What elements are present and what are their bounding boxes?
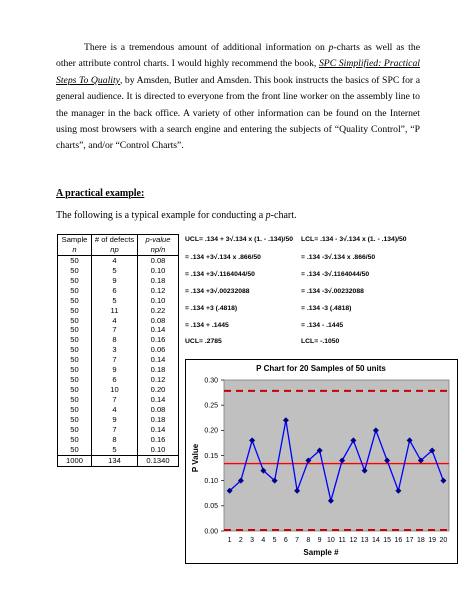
x-tick-label: 18 xyxy=(416,537,425,544)
p-italic: p xyxy=(328,42,334,53)
table-row-cell: 0.22 xyxy=(138,306,179,316)
table-row-cell: 50 xyxy=(58,395,92,405)
x-axis-label: Sample # xyxy=(303,548,339,557)
lcl-formula-line: LCL= -.1050 xyxy=(301,338,340,345)
table-row-cell: 50 xyxy=(58,435,92,445)
x-tick-label: 19 xyxy=(428,537,437,544)
table-total-row-cell: 0.1340 xyxy=(138,455,179,466)
intro-after: -chart. xyxy=(270,210,297,221)
table-row-cell: 0.12 xyxy=(138,286,179,296)
table-row-cell: 7 xyxy=(92,325,138,335)
table-row xyxy=(58,335,179,345)
table-row-cell: 50 xyxy=(58,355,92,365)
x-tick-label: 13 xyxy=(360,537,369,544)
y-tick-label: 0.20 xyxy=(204,427,218,435)
table-row-cell: 8 xyxy=(92,335,138,345)
table-row-cell: 0.20 xyxy=(138,385,179,395)
x-tick-label: 11 xyxy=(338,537,346,544)
table-row-cell: 50 xyxy=(58,335,92,345)
p-chart xyxy=(185,359,458,564)
x-tick-label: 10 xyxy=(326,537,335,544)
table-row-cell: 50 xyxy=(58,255,92,265)
y-axis-label: P Value xyxy=(191,443,200,473)
table-row-cell: 5 xyxy=(92,445,138,455)
table-subheader-row-cell: np xyxy=(92,245,138,255)
ucl-formula-line: = .134 +3√.134 x .866/50 xyxy=(185,254,261,261)
table-row-cell: 7 xyxy=(92,425,138,435)
lcl-formula-line: = .134 -3√.134 x .866/50 xyxy=(301,254,376,261)
table-row-cell: 11 xyxy=(92,306,138,316)
y-tick-label: 0.30 xyxy=(204,377,218,385)
table-row xyxy=(58,365,179,375)
y-tick-label: 0.15 xyxy=(204,452,218,460)
table-row xyxy=(58,355,179,365)
table-row xyxy=(58,385,179,395)
table-row-cell: 0.08 xyxy=(138,405,179,415)
ucl-formula-line: = .134 +3 (.4818) xyxy=(185,305,238,312)
table-row-cell: 10 xyxy=(92,385,138,395)
x-tick-label: 8 xyxy=(306,537,311,544)
table-row xyxy=(58,445,179,455)
table-row-cell: 50 xyxy=(58,276,92,286)
x-tick-label: 3 xyxy=(250,537,255,544)
table-row-cell: 5 xyxy=(92,266,138,276)
table-row-cell: 50 xyxy=(58,345,92,355)
table-row-cell: 0.14 xyxy=(138,425,179,435)
section-heading: A practical example: xyxy=(56,188,145,199)
table-row-cell: 4 xyxy=(92,255,138,265)
x-tick-label: 14 xyxy=(371,537,380,544)
table-row-cell: 8 xyxy=(92,435,138,445)
chart-title: P Chart for 20 Samples of 50 units xyxy=(256,364,386,373)
table-row xyxy=(58,375,179,385)
table-total-row xyxy=(58,455,179,466)
table-row-cell: 3 xyxy=(92,345,138,355)
table-row xyxy=(58,266,179,276)
y-tick-label: 0.25 xyxy=(204,402,218,410)
table-row xyxy=(58,325,179,335)
table-row-cell: 0.14 xyxy=(138,325,179,335)
y-tick-label: 0.10 xyxy=(204,478,218,486)
x-tick-label: 9 xyxy=(317,537,322,544)
table-row-cell: 0.14 xyxy=(138,355,179,365)
table-row-cell: 0.10 xyxy=(138,266,179,276)
table-row-cell: 0.18 xyxy=(138,365,179,375)
table-row-cell: 6 xyxy=(92,375,138,385)
lcl-formula-line: = .134 -3√.00232088 xyxy=(301,288,364,295)
table-row xyxy=(58,316,179,326)
table-row xyxy=(58,435,179,445)
table-row xyxy=(58,286,179,296)
x-tick-label: 5 xyxy=(272,537,277,544)
table-row xyxy=(58,306,179,316)
p-chart-svg xyxy=(186,360,457,563)
table-row xyxy=(58,345,179,355)
table-row-cell: 50 xyxy=(58,445,92,455)
table-row-cell: 0.14 xyxy=(138,395,179,405)
table-header-row xyxy=(58,235,179,245)
book-title: SPC Simplified: Practical Steps To Quality xyxy=(56,58,420,86)
table-row-cell: 7 xyxy=(92,355,138,365)
table-subheader-row-cell: np/n xyxy=(138,245,179,255)
table-row-cell: 50 xyxy=(58,415,92,425)
intro-italic: p xyxy=(265,210,271,221)
table-row xyxy=(58,415,179,425)
table-row xyxy=(58,296,179,306)
table-row xyxy=(58,425,179,435)
table-row-cell: 0.10 xyxy=(138,445,179,455)
lcl-formula-line: = .134 - .1445 xyxy=(301,322,344,329)
table-row-cell: 0.10 xyxy=(138,296,179,306)
table-row-cell: 50 xyxy=(58,325,92,335)
x-tick-label: 15 xyxy=(383,537,392,544)
table-row-cell: 0.08 xyxy=(138,316,179,326)
table-row-cell: 5 xyxy=(92,296,138,306)
table-row-cell: 0.12 xyxy=(138,375,179,385)
table-row-cell: 50 xyxy=(58,286,92,296)
lcl-formula-line: = .134 -3√.1164044/50 xyxy=(301,271,370,278)
x-tick-label: 2 xyxy=(238,537,243,544)
table-total-row-cell: 1000 xyxy=(58,455,92,466)
table-row-cell: 50 xyxy=(58,365,92,375)
table-row-cell: 4 xyxy=(92,316,138,326)
ucl-formula-line: = .134 +3√.00232088 xyxy=(185,288,250,295)
table-row-cell: 50 xyxy=(58,425,92,435)
intro-before: The following is a typical example for conducting a xyxy=(56,210,264,221)
table-row xyxy=(58,276,179,286)
table-row-cell: 6 xyxy=(92,286,138,296)
y-tick-label: 0.05 xyxy=(204,503,218,511)
x-tick-label: 7 xyxy=(295,537,300,544)
table-row xyxy=(58,395,179,405)
table-subheader-row xyxy=(58,245,179,255)
ucl-formula-line: = .134 + .1445 xyxy=(185,322,229,329)
table-row-cell: 9 xyxy=(92,276,138,286)
table-row-cell: 50 xyxy=(58,385,92,395)
x-tick-label: 17 xyxy=(405,537,414,544)
table-total-row-cell: 134 xyxy=(92,455,138,466)
table-row-cell: 50 xyxy=(58,296,92,306)
ucl-formula-line: UCL= .134 + 3√.134 x (1. - .134)/50 xyxy=(185,236,294,243)
table-row-cell: 0.18 xyxy=(138,415,179,425)
table-row-cell: 50 xyxy=(58,306,92,316)
sample-table xyxy=(57,234,179,467)
table-row-cell: 0.18 xyxy=(138,276,179,286)
x-tick-label: 12 xyxy=(349,537,358,544)
x-tick-label: 4 xyxy=(261,537,266,544)
x-tick-label: 1 xyxy=(227,537,232,544)
table-row-cell: 0.08 xyxy=(138,255,179,265)
table-row-cell: 0.16 xyxy=(138,435,179,445)
body-paragraph xyxy=(56,40,420,155)
paragraph-text-1: There is a tremendous amount of additional information on xyxy=(84,42,325,53)
table-row-cell: 0.06 xyxy=(138,345,179,355)
table-row xyxy=(58,255,179,265)
table-row-cell: 50 xyxy=(58,266,92,276)
lcl-formula-line: = .134 -3 (.4818) xyxy=(301,305,352,312)
paragraph-text-3: , by Amsden, Butler and Amsden. This book instructs the basics of SPC for a general audience. It is directed to everyone from the front line worker on the assembly line to the manager in the back office. A variety of other information can be found on the Internet using most browsers with a search engine and entering the subjects of “Quality Control”, “P charts”, and/or “Control Charts”. xyxy=(56,74,420,152)
table-row xyxy=(58,405,179,415)
lcl-formula-line: LCL= .134 - 3√.134 x (1. - .134)/50 xyxy=(301,236,407,243)
table-row-cell: 9 xyxy=(92,415,138,425)
table-row-cell: 50 xyxy=(58,316,92,326)
table-row-cell: 0.16 xyxy=(138,335,179,345)
x-tick-label: 16 xyxy=(394,537,403,544)
table-header-row-cell: p-value xyxy=(138,235,179,245)
table-row-cell: 7 xyxy=(92,395,138,405)
table-header-row-cell: Sample xyxy=(58,235,92,245)
table-row-cell: 9 xyxy=(92,365,138,375)
table-header-row-cell: # of defects xyxy=(92,235,138,245)
ucl-formula-line: UCL= .2785 xyxy=(185,338,222,345)
y-tick-label: 0.00 xyxy=(204,528,218,536)
table-row-cell: 4 xyxy=(92,405,138,415)
ucl-formula-line: = .134 +3√.1164044/50 xyxy=(185,271,255,278)
paragraph-text-2: -charts as well as the other attribute control charts. I would highly recommend the book, xyxy=(56,42,421,70)
intro-sentence xyxy=(56,210,297,221)
table-row-cell: 50 xyxy=(58,405,92,415)
x-tick-label: 6 xyxy=(283,537,288,544)
table-subheader-row-cell: n xyxy=(58,245,92,255)
x-tick-label: 20 xyxy=(439,537,448,544)
table-row-cell: 50 xyxy=(58,375,92,385)
